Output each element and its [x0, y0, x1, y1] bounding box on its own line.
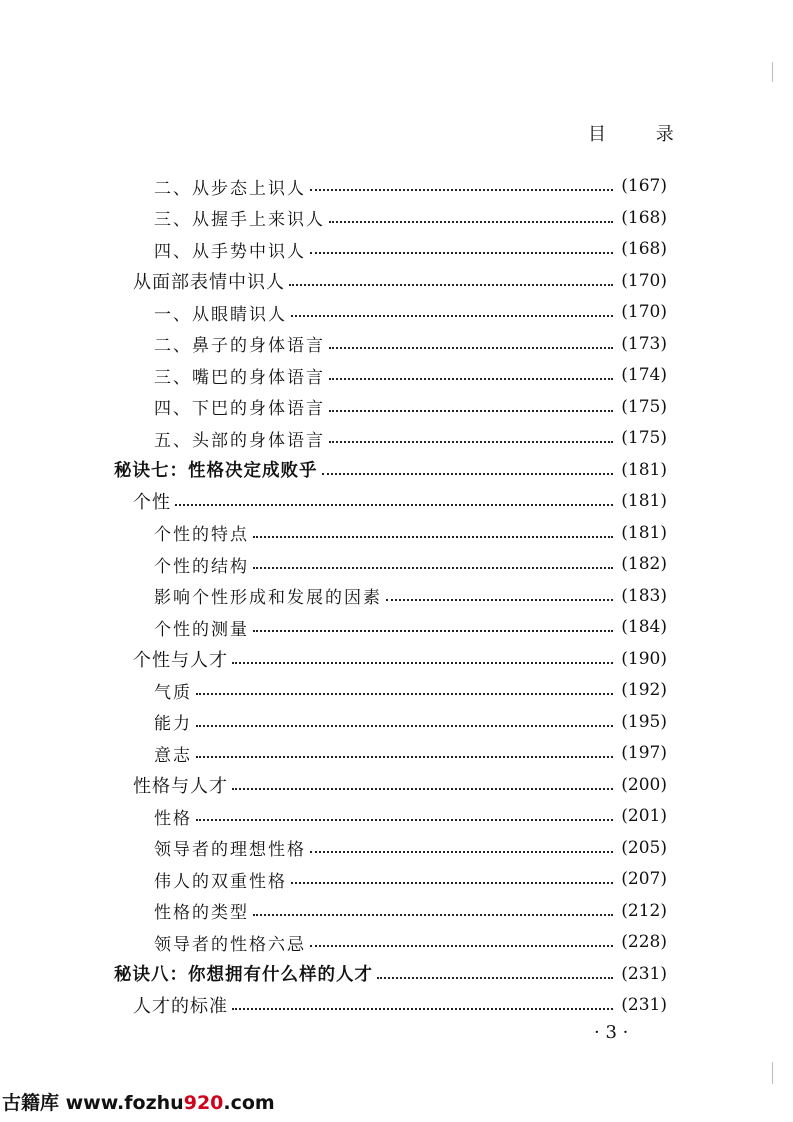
toc-dot-leader	[291, 882, 613, 884]
toc-entry-title: 从面部表情中识人	[133, 271, 285, 293]
toc-entry-page: (183)	[621, 585, 667, 606]
toc-dot-leader	[196, 819, 613, 821]
scan-edge-mark	[772, 62, 773, 82]
toc-entry-title: 伟人的双重性格	[154, 871, 287, 892]
watermark-number: 920	[183, 1092, 224, 1114]
toc-dot-leader	[377, 977, 613, 979]
watermark-prefix: 古籍库 www.fozhu	[2, 1092, 184, 1114]
toc-dot-leader	[253, 914, 613, 916]
toc-dot-leader	[253, 536, 613, 538]
toc-entry-page: (201)	[621, 806, 667, 826]
toc-entry-page: (207)	[621, 869, 667, 889]
toc-entry-page: (228)	[621, 932, 667, 952]
toc-entry-page: (190)	[621, 648, 667, 669]
toc-entry-title: 五、头部的身体语言	[154, 430, 325, 451]
toc-entry-title: 能力	[154, 714, 192, 734]
toc-entry[interactable]	[154, 580, 667, 612]
toc-entry[interactable]	[154, 170, 667, 202]
toc-entry-page: (192)	[621, 680, 667, 700]
toc-entry[interactable]	[154, 832, 667, 864]
toc-entry[interactable]	[154, 422, 667, 454]
toc-dot-leader	[196, 756, 613, 758]
toc-entry-title: 一、从眼睛识人	[154, 304, 287, 325]
toc-entry-page: (170)	[621, 302, 667, 322]
toc-entry-page: (195)	[621, 711, 667, 732]
toc-entry-title: 四、下巴的身体语言	[154, 399, 325, 419]
toc-dot-leader	[232, 788, 613, 790]
toc-entry[interactable]	[154, 926, 667, 958]
toc-entry-title: 性格的类型	[154, 903, 249, 923]
toc-entry-page: (200)	[621, 774, 667, 795]
toc-entry[interactable]	[114, 958, 667, 990]
toc-dot-leader	[329, 410, 613, 412]
toc-entry-title: 人才的标准	[133, 996, 228, 1017]
toc-entry[interactable]	[154, 391, 667, 423]
toc-entry-page: (197)	[621, 743, 667, 763]
toc-entry[interactable]	[154, 296, 667, 328]
toc-entry-page: (175)	[621, 396, 667, 417]
toc-entry[interactable]	[154, 328, 667, 360]
toc-dot-leader	[310, 252, 613, 254]
toc-entry-page: (181)	[621, 459, 667, 480]
toc-entry[interactable]	[154, 233, 667, 265]
scan-edge-mark	[772, 1062, 773, 1084]
toc-entry-page: (173)	[621, 333, 667, 354]
toc-entry[interactable]	[154, 863, 667, 895]
toc-entry[interactable]	[154, 359, 667, 391]
toc-entry-title: 个性的测量	[154, 619, 249, 640]
toc-entry[interactable]	[154, 706, 667, 738]
toc-dot-leader	[310, 851, 613, 853]
toc-dot-leader	[386, 599, 613, 601]
toc-entry-title: 三、嘴巴的身体语言	[154, 367, 325, 388]
toc-entry-title: 个性的结构	[154, 556, 249, 577]
toc-entry-page: (184)	[621, 617, 667, 637]
toc-dot-leader	[329, 441, 613, 443]
toc-entry-page: (212)	[621, 900, 667, 921]
toc-entry-title: 性格	[154, 808, 192, 829]
toc-dot-leader	[253, 567, 613, 569]
toc-dot-leader	[232, 1008, 613, 1010]
toc-dot-leader	[329, 347, 613, 349]
toc-dot-leader	[196, 693, 613, 695]
toc-entry-page: (205)	[621, 837, 667, 858]
toc-entry-title: 个性	[133, 492, 171, 513]
page-number: · 3 ·	[594, 1022, 629, 1043]
toc-entry-title: 二、从步态上识人	[154, 178, 306, 199]
toc-entry[interactable]	[133, 485, 667, 517]
toc-dot-leader	[196, 725, 613, 727]
site-watermark	[2, 1088, 275, 1115]
toc-entry-title: 二、鼻子的身体语言	[154, 336, 325, 356]
toc-entry-title: 四、从手势中识人	[154, 241, 306, 262]
toc-entry[interactable]	[133, 989, 667, 1021]
toc-dot-leader	[289, 284, 613, 286]
toc-dot-leader	[329, 221, 613, 223]
toc-entry-title: 三、从握手上来识人	[154, 210, 325, 230]
toc-entry-page: (231)	[621, 995, 667, 1015]
toc-entry-title: 意志	[154, 745, 192, 766]
toc-entry[interactable]	[154, 737, 667, 769]
toc-dot-leader	[329, 378, 613, 380]
toc-entry-title: 个性与人才	[133, 649, 228, 671]
toc-entry[interactable]	[154, 800, 667, 832]
toc-dot-leader	[291, 315, 613, 317]
toc-dot-leader	[232, 662, 613, 664]
toc-entry[interactable]	[154, 611, 667, 643]
toc-dot-leader	[175, 504, 613, 506]
toc-entry-page: (168)	[621, 207, 667, 228]
toc-entry[interactable]	[133, 643, 667, 675]
toc-entry-title: 秘诀七：性格决定成败乎	[114, 461, 318, 481]
watermark-suffix: .com	[223, 1092, 275, 1114]
running-head: 目 录	[588, 124, 696, 145]
toc-entry-page: (170)	[621, 270, 667, 291]
toc-entry[interactable]	[154, 202, 667, 234]
toc-dot-leader	[322, 473, 614, 475]
toc-entry-page: (167)	[621, 176, 667, 196]
toc-entry[interactable]	[154, 517, 667, 549]
toc-dot-leader	[310, 189, 613, 191]
toc-entry-page: (175)	[621, 428, 667, 448]
toc-entry-page: (168)	[621, 239, 667, 259]
toc-entry-page: (182)	[621, 554, 667, 574]
toc-entry[interactable]	[154, 548, 667, 580]
toc-entry-page: (181)	[621, 522, 667, 543]
toc-entry[interactable]	[154, 895, 667, 927]
toc-entry-title: 影响个性形成和发展的因素	[154, 588, 382, 608]
toc-entry-page: (174)	[621, 365, 667, 385]
toc-entry-title: 个性的特点	[154, 525, 249, 545]
toc-entry-title: 领导者的理想性格	[154, 840, 306, 860]
toc-entry-title: 领导者的性格六忌	[154, 934, 306, 955]
toc-entry-title: 气质	[154, 682, 192, 703]
toc-entry[interactable]	[154, 674, 667, 706]
toc-entry-title: 性格与人才	[133, 775, 228, 797]
toc-entry-page: (231)	[621, 963, 667, 984]
toc-entry[interactable]	[133, 265, 667, 297]
toc-entry[interactable]	[133, 769, 667, 801]
toc-dot-leader	[253, 630, 613, 632]
toc-entry-page: (181)	[621, 491, 667, 511]
toc-dot-leader	[310, 945, 613, 947]
toc-entry-title: 秘诀八：你想拥有什么样的人才	[114, 965, 373, 985]
toc-entry[interactable]	[114, 454, 667, 486]
